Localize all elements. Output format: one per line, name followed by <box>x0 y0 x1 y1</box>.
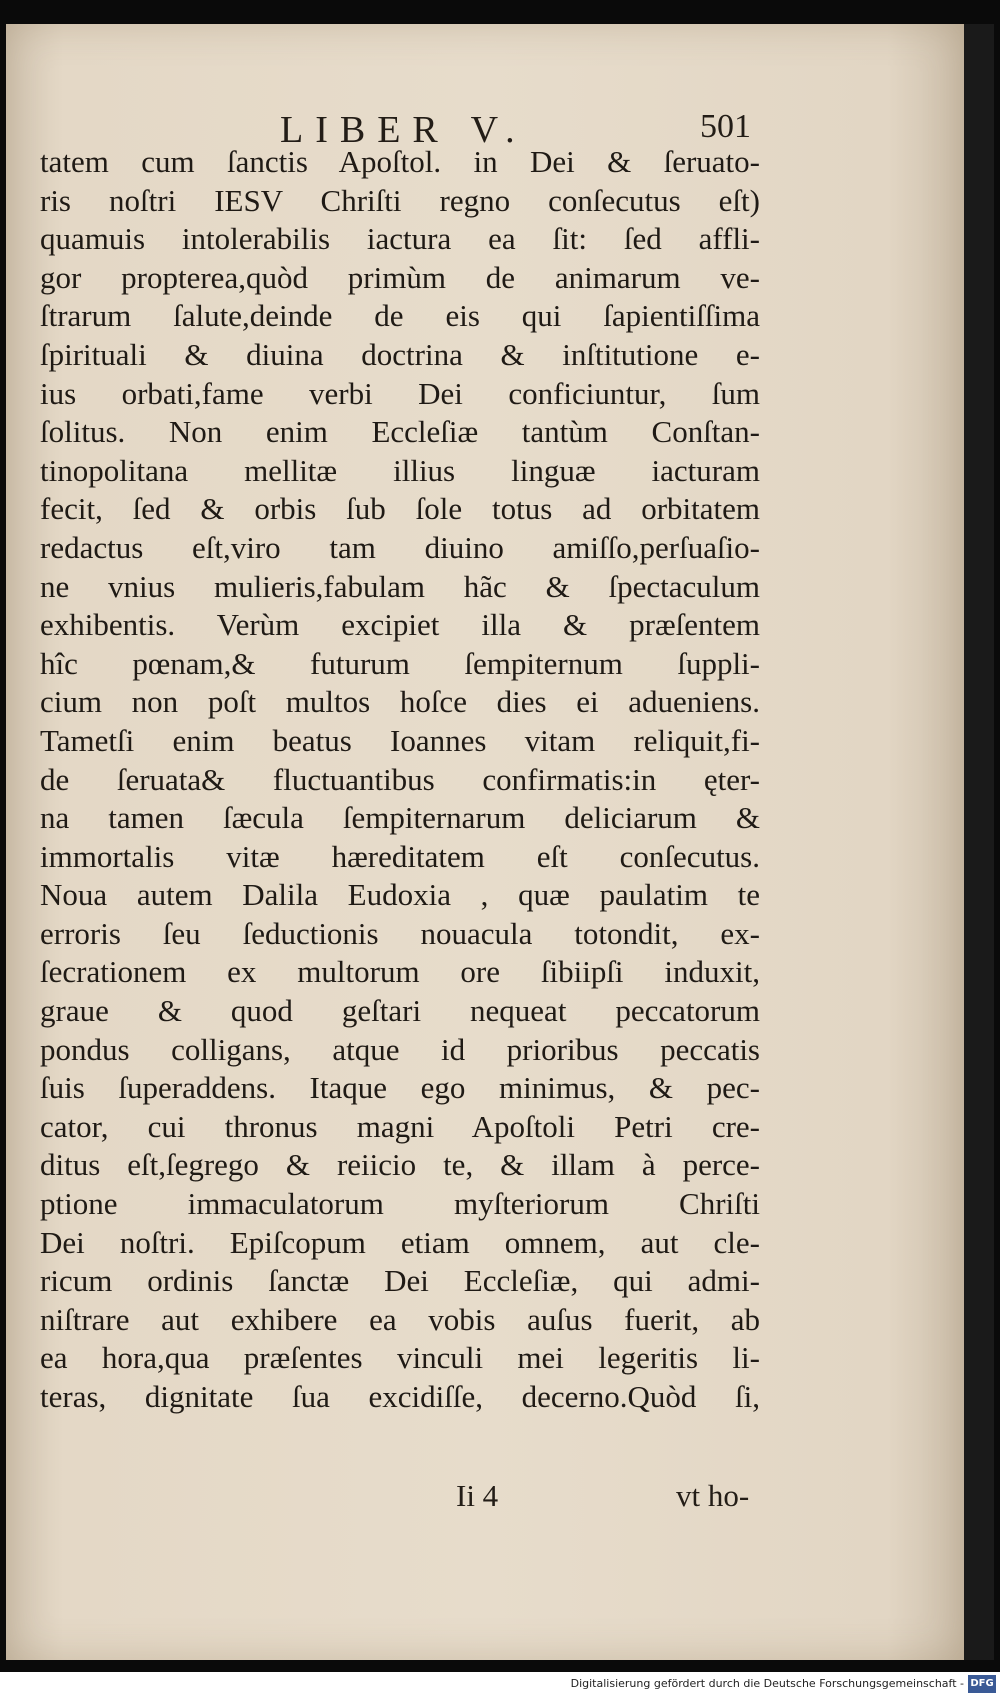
text-line: teras, dignitate ſua excidiſſe, decerno.Quòd ſi, <box>40 1379 760 1414</box>
catchword: vt ho- <box>676 1478 750 1513</box>
dfg-logo-icon: DFG <box>968 1675 996 1693</box>
text-line: ricum ordinis ſanctæ Dei Eccleſiæ, qui admi- <box>40 1263 760 1299</box>
page-edge-shadow <box>964 24 994 1660</box>
text-line: tatem cum ſanctis Apoſtol. in Dei & ſeruato- <box>40 144 760 179</box>
text-line: hîc pœnam,& futurum ſempiternum ſuppli- <box>40 645 760 681</box>
text-line: Tametſi enim beatus Ioannes vitam reliquit,fi- <box>40 722 760 758</box>
text-line: ſecrationem ex multorum ore ſibiipſi induxit, <box>40 954 760 990</box>
running-head: LIBER V. <box>280 109 527 151</box>
text-line: quamuis intolerabilis iactura ea ſit: ſed affli- <box>40 221 760 257</box>
text-line: na tamen ſæcula ſempiternarum deliciarum & <box>40 800 760 836</box>
text-line: ptione immaculatorum myſteriorum Chriſti <box>40 1186 760 1222</box>
text-line: de ſeruata& fluctuantibus confirmatis:in ęter- <box>40 761 760 797</box>
text-line: ſolitus. Non enim Eccleſiæ tantùm Conſtan- <box>40 414 760 450</box>
text-line: fecit, ſed & orbis ſub ſole totus ad orbitatem <box>40 491 760 527</box>
text-line: Dei noſtri. Epiſcopum etiam omnem, aut cle- <box>40 1224 760 1260</box>
text-line: gor propterea,quòd primùm de animarum ve- <box>40 259 760 295</box>
text-line: ſtrarum ſalute,deinde de eis qui ſapientiſſima <box>40 298 760 334</box>
text-line: ditus eſt,ſegrego & reiicio te, & illam à perce- <box>40 1147 760 1183</box>
text-line: graue & quod geſtari nequeat peccatorum <box>40 993 760 1029</box>
body-text <box>40 143 760 1417</box>
funding-credit: Digitalisierung gefördert durch die Deutsche Forschungsgemeinschaft - <box>570 1677 964 1690</box>
text-line: redactus eſt,viro tam diuino amiſſo,perſuaſio- <box>40 529 760 565</box>
footer-bar <box>0 1672 1000 1698</box>
text-line: ne vnius mulieris,fabulam hãc & ſpectaculum <box>40 568 760 604</box>
text-line: immortalis vitæ hæreditatem eſt conſecutus. <box>40 838 760 874</box>
text-line: ris noſtri IESV Chriſti regno conſecutus eſt) <box>40 182 760 218</box>
text-line: tinopolitana mellitæ illius linguæ iacturam <box>40 452 760 488</box>
text-line: pondus colligans, atque id prioribus peccatis <box>40 1031 760 1067</box>
text-line: Noua autem Dalila Eudoxia , quæ paulatim te <box>40 877 760 913</box>
text-line: exhibentis. Verùm excipiet illa & præſentem <box>40 607 760 643</box>
page-number: 501 <box>700 108 751 145</box>
text-line: ea hora,qua præſentes vinculi mei legeritis li- <box>40 1340 760 1376</box>
text-line: cator, cui thronus magni Apoſtoli Petri cre- <box>40 1108 760 1144</box>
text-line: niſtrare aut exhibere ea vobis auſus fuerit, ab <box>40 1301 760 1337</box>
text-line: erroris ſeu ſeductionis nouacula totondit, ex- <box>40 915 760 951</box>
signature-mark: Ii 4 <box>456 1478 499 1513</box>
text-line: ſuis ſuperaddens. Itaque ego minimus, & pec- <box>40 1070 760 1106</box>
text-line: ſpirituali & diuina doctrina & inſtitutione e- <box>40 336 760 372</box>
text-line: cium non poſt multos hoſce dies ei adueniens. <box>40 684 760 720</box>
text-line: ius orbati,fame verbi Dei conficiuntur, ſum <box>40 375 760 411</box>
